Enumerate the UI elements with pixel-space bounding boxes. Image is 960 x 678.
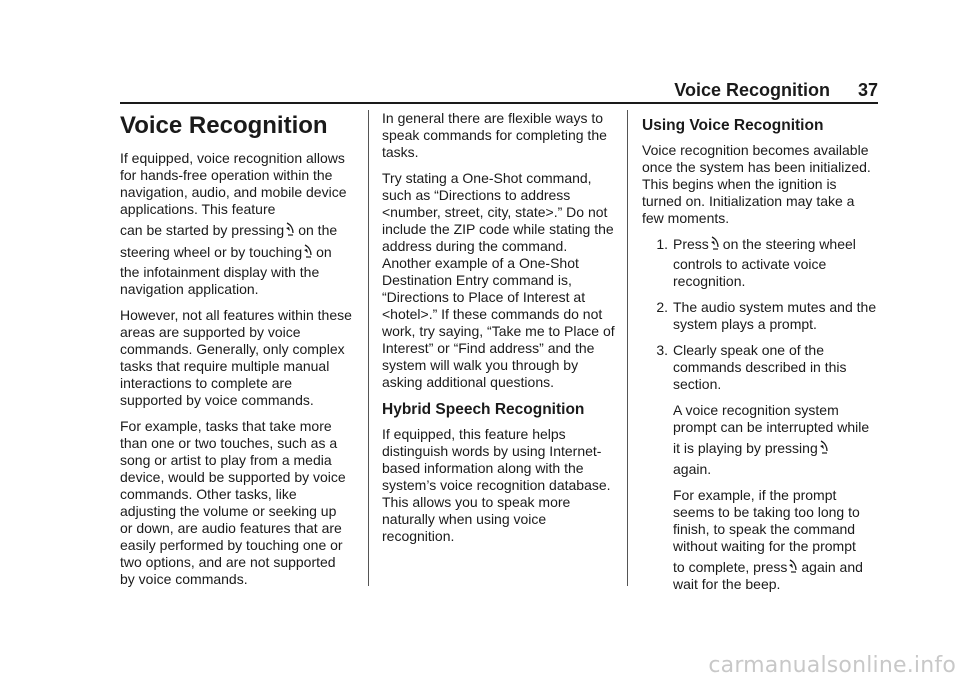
intro-text-a: If equipped, voice recognition allows for hands-free operation within the navigation, audio, and mobile device applications. This feature	[120, 150, 347, 217]
intro-text-b: can be started by pressing	[120, 222, 285, 238]
intro-text-c: on the	[298, 222, 338, 238]
step-note-interrupt	[673, 402, 878, 478]
step-text-c: controls to activate voice recognition.	[673, 256, 827, 289]
note2-text-c: again and wait for the beep.	[673, 559, 863, 592]
list-item	[642, 342, 878, 593]
column-divider-1	[368, 110, 369, 586]
step-text: The audio system mutes and the system plays a prompt.	[673, 299, 877, 332]
step-text-b: on the steering wheel	[722, 236, 856, 252]
column-divider-2	[627, 110, 628, 586]
voice-mic-icon	[285, 222, 295, 237]
note-text-a: A voice recognition system prompt can be interrupted while	[673, 402, 870, 435]
header-rule	[120, 102, 878, 104]
note2-line-b	[673, 559, 878, 593]
page-title: Voice Recognition	[120, 112, 328, 139]
paragraph-flexible: In general there are flexible ways to speak commands for completing the tasks.	[382, 110, 607, 160]
voice-mic-icon	[788, 559, 798, 574]
step-text: Clearly speak one of the commands described in this section.	[673, 342, 847, 392]
note2-text-b: to complete, press	[673, 559, 788, 575]
paragraph-available: Voice recognition becomes available once the system has been initialized. This begins when the ignition is turned on. Initialization may take a few moments.	[642, 142, 871, 226]
paragraph-hybrid: If equipped, this feature helps distinguish words by using Internet-based information along with the system’s voice recognition database. This allows you to speak more naturally when using voice recognition.	[382, 426, 611, 544]
intro-line-b	[120, 222, 352, 239]
note-text-b: it is playing by pressing	[673, 440, 818, 456]
paragraph-features: However, not all features within these areas are supported by voice commands. Generally, only complex tasks that require multiple manual interactions to complete are supported by voice commands.	[120, 307, 352, 408]
intro-paragraph	[120, 150, 352, 298]
column-2	[382, 110, 615, 554]
step-number: 2.	[656, 299, 668, 315]
voice-mic-icon	[303, 244, 313, 259]
page-number: 37	[857, 80, 878, 100]
voice-mic-icon	[710, 236, 720, 251]
intro-text-f: the infotainment display with the navigation application.	[120, 264, 320, 297]
paragraph-one-shot: Try stating a One-Shot command, such as “Directions to address <number, street, city, state>.” Do not include the ZIP code while stating the address during the command. Another example of a One-Shot Destination Entry command is, “Directions to Place of Interest at <hotel>.” If these commands do not work, try saying, “Take me to Place of Interest” or “Find address” and the system will walk you through by asking additional questions.	[382, 170, 615, 390]
list-item	[642, 236, 878, 290]
intro-line-d	[120, 244, 352, 261]
note-line-b	[673, 440, 878, 457]
step-note-example	[673, 487, 878, 593]
voice-mic-icon	[819, 440, 829, 455]
heading-using: Using Voice Recognition	[642, 117, 824, 134]
step-text-a: Press	[673, 236, 709, 252]
header-section-title: Voice Recognition	[674, 80, 830, 100]
heading-hybrid: Hybrid Speech Recognition	[382, 401, 585, 418]
column-3	[642, 108, 878, 602]
list-item	[642, 299, 878, 333]
paragraph-example: For example, tasks that take more than one or two touches, such as a song or artist to play from a media device, would be supported by voice commands. Other tasks, like adjusting the volume or seeking up or down, are audio features that are easily performed by touching one or two options, and are not supported by voice commands.	[120, 418, 346, 587]
step-number: 1.	[656, 236, 668, 252]
column-1	[120, 108, 352, 597]
note-text-c: again.	[673, 461, 712, 477]
intro-text-e: on	[316, 244, 332, 260]
page-header	[120, 80, 878, 104]
note2-text-a: For example, if the prompt seems to be taking too long to finish, to speak the command without waiting for the prompt	[673, 487, 860, 554]
watermark: carmanualsonline.info	[708, 653, 956, 678]
step-number: 3.	[656, 342, 668, 358]
intro-text-d: steering wheel or by touching	[120, 244, 303, 260]
steps-list	[642, 236, 878, 593]
